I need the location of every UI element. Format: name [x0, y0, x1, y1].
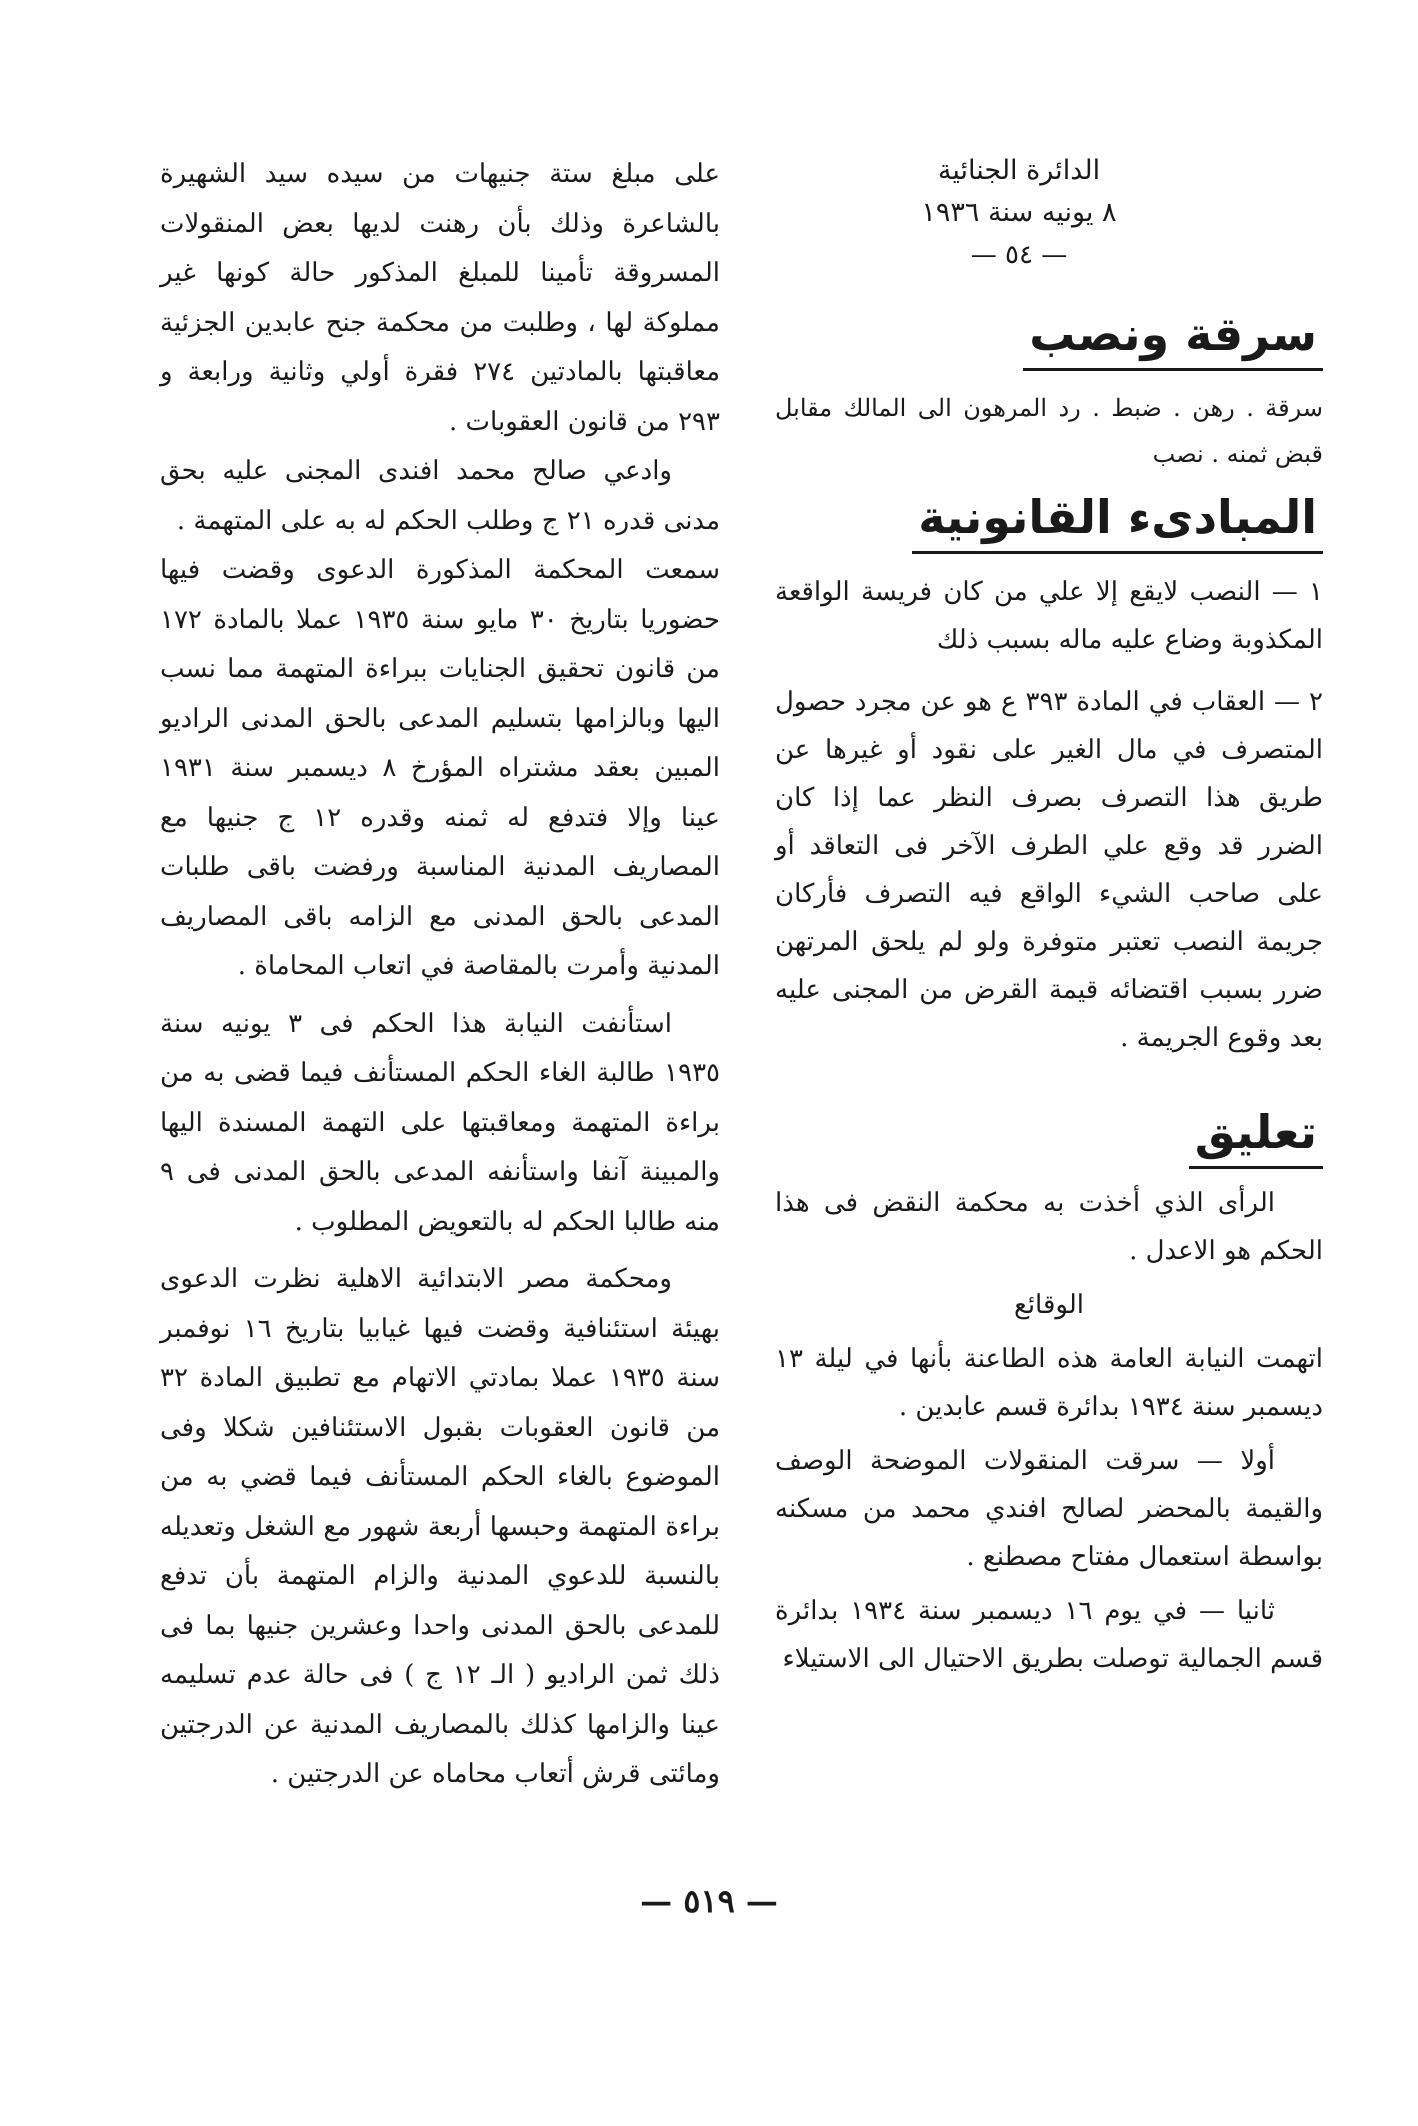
- court-name: الدائرة الجنائية: [937, 155, 1101, 186]
- principles-heading-wrap: [775, 487, 1323, 554]
- facts-paragraph-1: اتهمت النيابة العامة هذه الطاعنة بأنها في ليلة ١٣ ديسمبر سنة ١٩٣٤ بدائرة قسم عابدين .: [775, 1344, 1323, 1422]
- right-column: [775, 150, 1323, 1683]
- case-number: — ٥٤ —: [970, 240, 1068, 270]
- commentary-heading-wrap: [775, 1102, 1323, 1169]
- facts-heading: الوقائع: [1013, 1290, 1084, 1320]
- left-paragraph-2: وادعي صالح محمد افندى المجنى عليه بحق مدنى قدره ٢١ ج وطلب الحكم له به على المتهمة .: [160, 456, 720, 536]
- left-paragraph-3: سمعت المحكمة المذكورة الدعوى وقضت فيها حضوريا بتاريخ ٣٠ مايو سنة ١٩٣٥ عملا بالمادة ١٧٢ من قانون تحقيق الجنايات ببراءة المتهمة مما نسب اليها وبالزامها بتسليم المدعى بالحق المدنى الراديو المبين بعقد مشتراه المؤرخ ٨ ديسمبر سنة ١٩٣١ عينا وإلا فتدفع له ثمنه وقدره ١٢ ج جنيها مع المصاريف المدنية المناسبة ورفضت باقى طلبات المدعى بالحق المدنى مع الزامه باقى المصاريف المدنية وأمرت بالمقاصة في اتعاب المحاماة .: [160, 555, 721, 981]
- principles-list: [775, 568, 1323, 1062]
- facts-paragraph-3: ثانيا — في يوم ١٦ ديسمبر سنة ١٩٣٤ بدائرة قسم الجمالية توصلت بطريق الاحتيال الى الاستيلاء: [775, 1596, 1323, 1674]
- left-paragraph-5: ومحكمة مصر الابتدائية الاهلية نظرت الدعوى بهيئة استئنافية وقضت فيها غيابيا بتاريخ ١٦ نوفمبر سنة ١٩٣٥ عملا بمادتي الاتهام مع تطبيق المادة ٣٢ من قانون العقوبات بقبول الاستئنافين شكلا وفى الموضوع بالغاء الحكم المستأنف فيما قضي به من براءة المتهمة وحبسها أربعة شهور مع الشغل وتعديله بالنسبة للدعوي المدنية والزام المتهمة بأن تدفع للمدعى بالحق المدنى واحدا وعشرين جنيها بما فى ذلك ثمن الراديو ( الـ ١٢ ج ) فى حالة عدم تسليمه عينا والزامها كذلك بالمصاريف المدنية عن الدرجتين ومائتى قرش أتعاب محاماه عن الدرجتين .: [160, 1264, 720, 1789]
- keywords: سرقة . رهن . ضبط . رد المرهون الى المالك مقابل قبض ثمنه . نصب: [775, 394, 1323, 468]
- facts-paragraph-2: أولا — سرقت المنقولات الموضحة الوصف والقيمة بالمحضر لصالح افندي محمد من مسكنه بواسطة استعمال مفتاح مصطنع .: [775, 1446, 1323, 1572]
- principle-1: ١ — النصب لايقع إلا علي من كان فريسة الواقعة المكذوبة وضاع عليه ماله بسبب ذلك: [775, 577, 1323, 655]
- principles-heading: المبادىء القانونية: [912, 487, 1323, 554]
- page-number: — ٥١٩ —: [640, 1882, 778, 1920]
- left-column: [160, 150, 720, 1800]
- judgment-date: ٨ يونيه سنة ١٩٣٦: [921, 197, 1117, 228]
- principle-2: ٢ — العقاب في المادة ٣٩٣ ع هو عن مجرد حصول المتصرف في مال الغير على نقود أو غيرها عن طريق هذا التصرف بصرف النظر عما إذا كان الضرر قد وقع علي الطرف الآخر فى التعاقد أو على صاحب الشيء الواقع فيه التصرف فأركان جريمة النصب تعتبر متوفرة ولو لم يلحق المرتهن ضرر بسبب اقتضائه قيمة القرض من المجنى عليه بعد وقوع الجريمة .: [775, 687, 1323, 1053]
- commentary-heading: تعليق: [1189, 1102, 1323, 1169]
- commentary-text: الرأى الذي أخذت به محكمة النقض فى هذا الحكم هو الاعدل .: [775, 1188, 1323, 1266]
- topic-heading-wrap: [775, 304, 1323, 371]
- left-paragraph-4: استأنفت النيابة هذا الحكم فى ٣ يونيه سنة ١٩٣٥ طالبة الغاء الحكم المستأنف فيما قضى به من براءة المتهمة ومعاقبتها على التهمة المسندة اليها والمبينة آنفا واستأنفه المدعى بالحق المدنى فى ٩ منه طالبا الحكم له بالتعويض المطلوب .: [160, 1008, 720, 1237]
- topic-heading: سرقة ونصب: [1023, 304, 1323, 371]
- left-paragraph-1: على مبلغ ستة جنيهات من سيده سيد الشهيرة بالشاعرة وذلك بأن رهنت لديها بعض المنقولات المسروقة تأمينا للمبلغ المذكور حالة كونها غير مملوكة لها ، وطلبت من محكمة جنح عابدين الجزئية معاقبتها بالمادتين ٢٧٤ فقرة أولي وثانية ورابعة و ٢٩٣ من قانون العقوبات .: [160, 159, 721, 437]
